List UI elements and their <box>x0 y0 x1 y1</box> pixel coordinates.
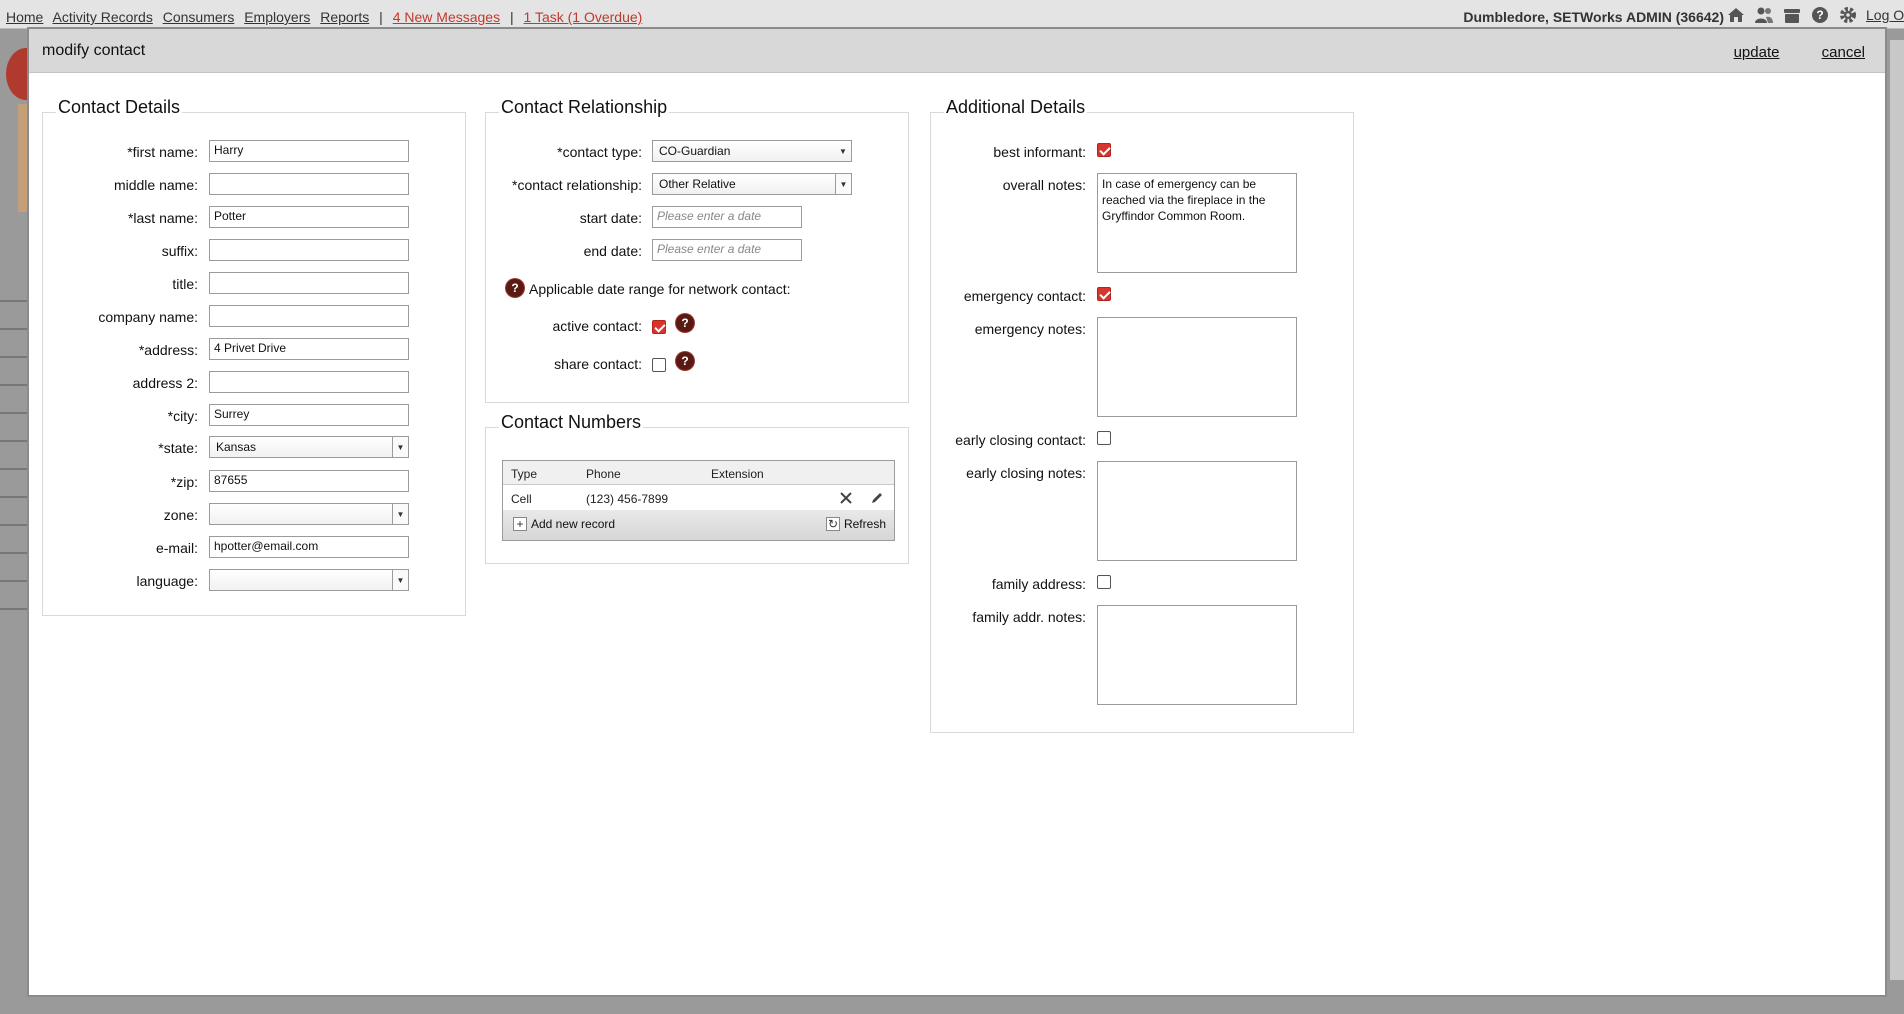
nav-consumers-link[interactable]: Consumers <box>162 9 235 25</box>
early-closing-notes-row <box>931 461 1353 561</box>
emergency-contact-row <box>931 284 1353 308</box>
suffix-field[interactable] <box>209 239 409 261</box>
start-date-label: start date: <box>579 210 642 226</box>
help-icon[interactable]: ? <box>506 279 524 297</box>
active-contact-label: active contact: <box>552 318 642 334</box>
top-navigation <box>0 0 1904 29</box>
state-select[interactable] <box>209 436 409 458</box>
svg-text:?: ? <box>1816 8 1824 22</box>
cancel-button[interactable]: cancel <box>1821 44 1865 61</box>
early-closing-label: early closing contact: <box>955 432 1086 448</box>
contact-numbers-grid <box>502 460 895 541</box>
early-closing-checkbox[interactable] <box>1097 431 1111 445</box>
refresh-label: Refresh <box>843 517 886 531</box>
date-range-note-row <box>486 277 908 301</box>
additional-details-legend: Additional Details <box>946 97 1086 117</box>
refresh-icon: ↻ <box>827 517 838 531</box>
nav-separator: | <box>509 9 514 25</box>
grid-header <box>503 461 894 485</box>
update-button[interactable]: update <box>1733 44 1780 61</box>
tasks-link[interactable]: 1 Task (1 Overdue) <box>523 9 643 25</box>
logout-link[interactable]: Log O <box>1866 7 1904 23</box>
chevron-down-icon[interactable]: ▼ <box>839 146 847 156</box>
state-value: Kansas <box>216 440 257 454</box>
city-field[interactable]: Surrey <box>209 404 409 426</box>
middle-name-row <box>43 173 465 197</box>
emergency-notes-textarea[interactable] <box>1097 317 1297 417</box>
row-phone-cell: (123) 456-7899 <box>586 492 669 506</box>
row-type-cell: Cell <box>511 492 532 506</box>
address-row <box>43 338 465 362</box>
table-row[interactable] <box>503 486 894 511</box>
chevron-down-icon[interactable]: ▼ <box>392 504 408 524</box>
end-date-field[interactable]: Please enter a date <box>652 239 802 261</box>
title-row <box>43 272 465 296</box>
contact-type-value: CO-Guardian <box>659 144 731 158</box>
contact-details-legend: Contact Details <box>58 97 181 117</box>
nav-home-link[interactable]: Home <box>6 9 44 25</box>
family-address-checkbox[interactable] <box>1097 575 1111 589</box>
email-row <box>43 536 465 560</box>
edit-pencil-icon[interactable] <box>870 491 884 508</box>
chevron-down-icon[interactable]: ▼ <box>392 437 408 457</box>
first-name-row <box>43 140 465 164</box>
nav-employers-link[interactable]: Employers <box>244 9 311 25</box>
column-header-type[interactable]: Type <box>511 467 538 481</box>
help-icon[interactable] <box>1810 5 1830 25</box>
best-informant-label: best informant: <box>993 144 1086 160</box>
state-row <box>43 436 465 460</box>
language-row <box>43 569 465 593</box>
archive-icon[interactable] <box>1782 5 1802 25</box>
company-row <box>43 305 465 329</box>
chevron-down-icon[interactable]: ▼ <box>835 174 851 194</box>
dialog-header <box>29 29 1885 73</box>
last-name-label: *last name: <box>127 210 198 226</box>
end-date-label: end date: <box>583 243 642 259</box>
contact-type-select[interactable] <box>652 140 852 162</box>
contact-relationship-label: *contact relationship: <box>512 177 642 193</box>
nav-icons <box>1726 5 1904 25</box>
early-closing-notes-textarea[interactable] <box>1097 461 1297 561</box>
zip-row <box>43 470 465 494</box>
family-address-label: family address: <box>991 576 1086 592</box>
add-new-record-button[interactable] <box>513 517 615 531</box>
grid-footer <box>503 510 894 540</box>
share-contact-label: share contact: <box>554 356 642 372</box>
zip-field[interactable]: 87655 <box>209 470 409 492</box>
contact-details-panel <box>42 97 466 616</box>
nav-separator: | <box>379 9 383 25</box>
email-label: e-mail: <box>155 540 198 556</box>
early-closing-row <box>931 428 1353 452</box>
active-contact-row <box>486 314 908 338</box>
additional-details-panel <box>930 97 1354 733</box>
overall-notes-row <box>931 173 1353 273</box>
plus-icon: + <box>513 517 527 531</box>
contact-relationship-panel <box>485 97 909 403</box>
address2-row <box>43 371 465 395</box>
end-date-row <box>486 239 908 263</box>
people-icon[interactable] <box>1754 5 1774 25</box>
emergency-contact-label: emergency contact: <box>963 288 1086 304</box>
dialog-actions <box>1696 44 1865 61</box>
share-contact-checkbox[interactable] <box>652 358 666 372</box>
title-label: title: <box>172 276 198 292</box>
company-name-field[interactable] <box>209 305 409 327</box>
contact-type-row <box>486 140 908 164</box>
emergency-contact-checkbox[interactable] <box>1097 287 1111 301</box>
address2-label: address 2: <box>132 375 198 391</box>
family-notes-row <box>931 605 1353 705</box>
emergency-notes-label: emergency notes: <box>974 321 1086 337</box>
title-field[interactable] <box>209 272 409 294</box>
first-name-label: *first name: <box>127 144 198 160</box>
help-icon[interactable]: ? <box>676 352 694 370</box>
language-label: language: <box>136 573 198 589</box>
address-field[interactable]: 4 Privet Drive <box>209 338 409 360</box>
add-new-record-label: Add new record <box>531 517 616 531</box>
new-messages-link[interactable]: 4 New Messages <box>392 9 501 25</box>
contact-relationship-value: Other Relative <box>659 177 736 191</box>
chevron-down-icon[interactable]: ▼ <box>392 570 408 590</box>
share-contact-row <box>486 352 908 376</box>
last-name-row <box>43 206 465 230</box>
overall-notes-label: overall notes: <box>1002 177 1086 193</box>
background-list <box>0 300 28 636</box>
address-label: *address: <box>138 342 198 358</box>
gear-icon[interactable] <box>1838 5 1858 25</box>
nav-reports-link[interactable]: Reports <box>320 9 370 25</box>
start-date-field[interactable]: Please enter a date <box>652 206 802 228</box>
zone-label: zone: <box>163 507 198 523</box>
city-label: *city: <box>167 408 198 424</box>
city-row <box>43 404 465 428</box>
first-name-field[interactable]: Harry <box>209 140 409 162</box>
early-closing-notes-label: early closing notes: <box>966 465 1086 481</box>
suffix-row <box>43 239 465 263</box>
contact-numbers-panel <box>485 412 909 564</box>
modify-contact-dialog <box>27 27 1887 997</box>
start-date-row <box>486 206 908 230</box>
date-range-note: Applicable date range for network contact: <box>529 281 791 297</box>
contact-relationship-select[interactable] <box>652 173 852 195</box>
nav-links <box>6 9 648 25</box>
family-notes-textarea[interactable] <box>1097 605 1297 705</box>
company-name-label: company name: <box>98 309 198 325</box>
contact-relationship-row <box>486 173 908 197</box>
nav-activity-records-link[interactable]: Activity Records <box>52 9 153 25</box>
active-contact-checkbox[interactable] <box>652 320 666 334</box>
contact-numbers-legend: Contact Numbers <box>501 412 642 432</box>
column-header-extension[interactable]: Extension <box>711 467 764 481</box>
suffix-label: suffix: <box>161 243 198 259</box>
current-user: Dumbledore, SETWorks ADMIN (36642) <box>1463 9 1724 25</box>
best-informant-row <box>931 140 1353 164</box>
zone-row <box>43 503 465 527</box>
family-notes-label: family addr. notes: <box>972 609 1086 625</box>
emergency-notes-row <box>931 317 1353 417</box>
state-label: *state: <box>158 440 198 456</box>
overall-notes-textarea[interactable]: In case of emergency can be reached via the fireplace in the Gryffindor Common Room. <box>1097 173 1297 273</box>
address2-field[interactable] <box>209 371 409 393</box>
last-name-field[interactable]: Potter <box>209 206 409 228</box>
refresh-button[interactable] <box>826 517 886 531</box>
zone-select[interactable] <box>209 503 409 525</box>
middle-name-label: middle name: <box>113 177 198 193</box>
family-address-row <box>931 572 1353 596</box>
contact-type-label: *contact type: <box>557 144 642 160</box>
column-header-phone[interactable]: Phone <box>586 467 621 481</box>
dialog-title: modify contact <box>42 42 146 59</box>
best-informant-checkbox[interactable] <box>1097 143 1111 157</box>
delete-icon[interactable] <box>839 491 853 508</box>
home-icon[interactable] <box>1726 5 1746 25</box>
help-icon[interactable]: ? <box>676 314 694 332</box>
middle-name-field[interactable] <box>209 173 409 195</box>
zip-label: *zip: <box>170 474 198 490</box>
language-select[interactable] <box>209 569 409 591</box>
email-field[interactable]: hpotter@email.com <box>209 536 409 558</box>
background-scroll-area <box>1890 40 1904 980</box>
contact-relationship-legend: Contact Relationship <box>501 97 668 117</box>
